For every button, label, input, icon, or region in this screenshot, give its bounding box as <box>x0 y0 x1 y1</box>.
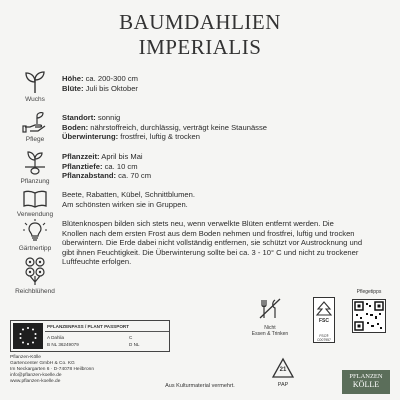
pap-number: 21 <box>279 367 287 373</box>
verwendung-icon-group <box>10 189 60 218</box>
light-bulb-icon <box>22 219 48 243</box>
company-line3: Im Neckargarten 6 · D-74078 Heilbronn <box>10 367 94 372</box>
pflanztiefe-value: ca. 10 cm <box>102 161 138 171</box>
gaertnertipp-icon-group <box>10 219 60 252</box>
passport-d: D NL <box>129 342 140 347</box>
company-line5: www.pflanzen-koelle.de <box>10 379 61 384</box>
sprout-icon <box>22 70 48 94</box>
pflanzabstand-key: Pflanzabstand: <box>62 171 117 181</box>
standort-key: Standort: <box>62 113 96 122</box>
hoehe-key: Höhe: <box>62 74 84 83</box>
pflanzzeit-value: April bis Mai <box>99 152 143 161</box>
not-eating-text <box>244 325 296 337</box>
no-eating-icon <box>257 296 283 322</box>
reichbluehend-label: Reichblühend <box>15 288 55 295</box>
plant-passport <box>10 320 170 352</box>
nicht-label: Nicht <box>264 325 276 331</box>
hand-plant-icon <box>22 112 48 134</box>
pflanzzeit-key: Pflanzzeit: <box>62 152 100 161</box>
bluete-value: Juli bis Oktober <box>83 83 138 93</box>
verwendung-label: Verwendung <box>16 211 54 218</box>
gaertnertipp-text <box>62 219 392 267</box>
verwendung-line1: Beete, Rabatten, Kübel, Schnittblumen. <box>62 190 195 199</box>
reichbluehend-icon-group <box>10 256 60 295</box>
book-icon <box>22 189 48 209</box>
tipp-line1: Blütenknospen bilden sich stets neu, wenn verwelkte Blüten entfernt werden. Die <box>62 219 334 228</box>
pflanzung-text <box>62 152 392 181</box>
pflanzen-koelle-logo <box>342 370 390 394</box>
standort-value: sonnig <box>95 113 121 122</box>
tipp-line4: gibt ihnen Feuchtigkeit. Die Überwinterung sollte bei ca. 3 - 10° C und nicht zu trockener <box>62 247 359 257</box>
pflanzabstand-value: ca. 70 cm <box>116 171 152 181</box>
fsc-tree-icon <box>314 300 334 318</box>
planting-icon <box>22 150 48 176</box>
passport-b: B NL 36249079 <box>47 342 79 347</box>
flowers-icon <box>22 256 48 286</box>
eu-flag-icon <box>13 323 43 349</box>
tipp-line2: Knollen nach dem ersten Frost aus dem Boden nehmen und frostfrei, luftig und trocken <box>62 228 355 238</box>
fsc-code: FSC® C007957 <box>317 334 331 342</box>
pap-label: PAP <box>277 382 289 388</box>
company-line4: info@pflanzen-koelle.de <box>10 373 62 378</box>
ueberwinterung-key: Überwinterung: <box>62 132 119 142</box>
pflegetipps-label: Pflegetipps <box>356 289 382 295</box>
essen-label: Essen & Trinken <box>251 331 289 337</box>
page-title-line1: BAUMDAHLIEN <box>119 10 281 34</box>
pflanzung-label: Pflanzung <box>20 178 50 185</box>
qr-code <box>352 299 386 333</box>
tipp-line5: Luftfeuchte erfolgen. <box>62 257 132 267</box>
brand-line2: KÖLLE <box>352 380 380 389</box>
cultivation-notice: Aus Kulturmaterial vermehrt. <box>165 383 235 389</box>
company-line2: Gartencenter GmbH & Co. KG <box>10 361 75 366</box>
verwendung-text <box>62 190 392 209</box>
pflege-label: Pflege <box>25 136 45 143</box>
pflege-text <box>62 113 392 142</box>
gaertnertipp-label: Gärtnertipp <box>18 245 52 252</box>
wuchs-label: Wuchs <box>25 96 45 103</box>
fsc-logo <box>313 297 335 343</box>
wuchs-icon-group <box>10 70 60 103</box>
wuchs-text <box>62 74 392 93</box>
passport-c: C <box>129 335 133 340</box>
fsc-text: FSC <box>319 318 329 324</box>
boden-value: nährstoffreich, durchlässig, verträgt keine Staunässe <box>88 122 267 132</box>
company-address <box>10 355 94 385</box>
tipp-line3: überwintern. Die Erde dabei nicht vollständig entfernen, sie schützt vor Austrocknung und <box>62 238 363 248</box>
pflege-icon-group <box>10 112 60 143</box>
pflanztiefe-key: Pflanztiefe: <box>62 161 103 171</box>
boden-key: Boden: <box>62 122 89 132</box>
ueberwinterung-value: frostfrei, luftig & trocken <box>118 132 200 142</box>
brand-line1: PFLANZEN <box>349 373 383 380</box>
verwendung-line2: Am schönsten wirken sie in Gruppen. <box>62 199 188 209</box>
company-line1: Pflanzen-Kölle <box>10 355 41 360</box>
passport-title: PFLANZENPASS / PLANT PASSPORT <box>47 324 130 329</box>
passport-a: A Dahlia <box>47 335 65 340</box>
bluete-key: Blüte: <box>62 83 84 93</box>
pflanzung-icon-group <box>10 150 60 185</box>
hoehe-value: ca. 200-300 cm <box>83 74 138 83</box>
page-title-line2: IMPERIALIS <box>138 35 262 59</box>
